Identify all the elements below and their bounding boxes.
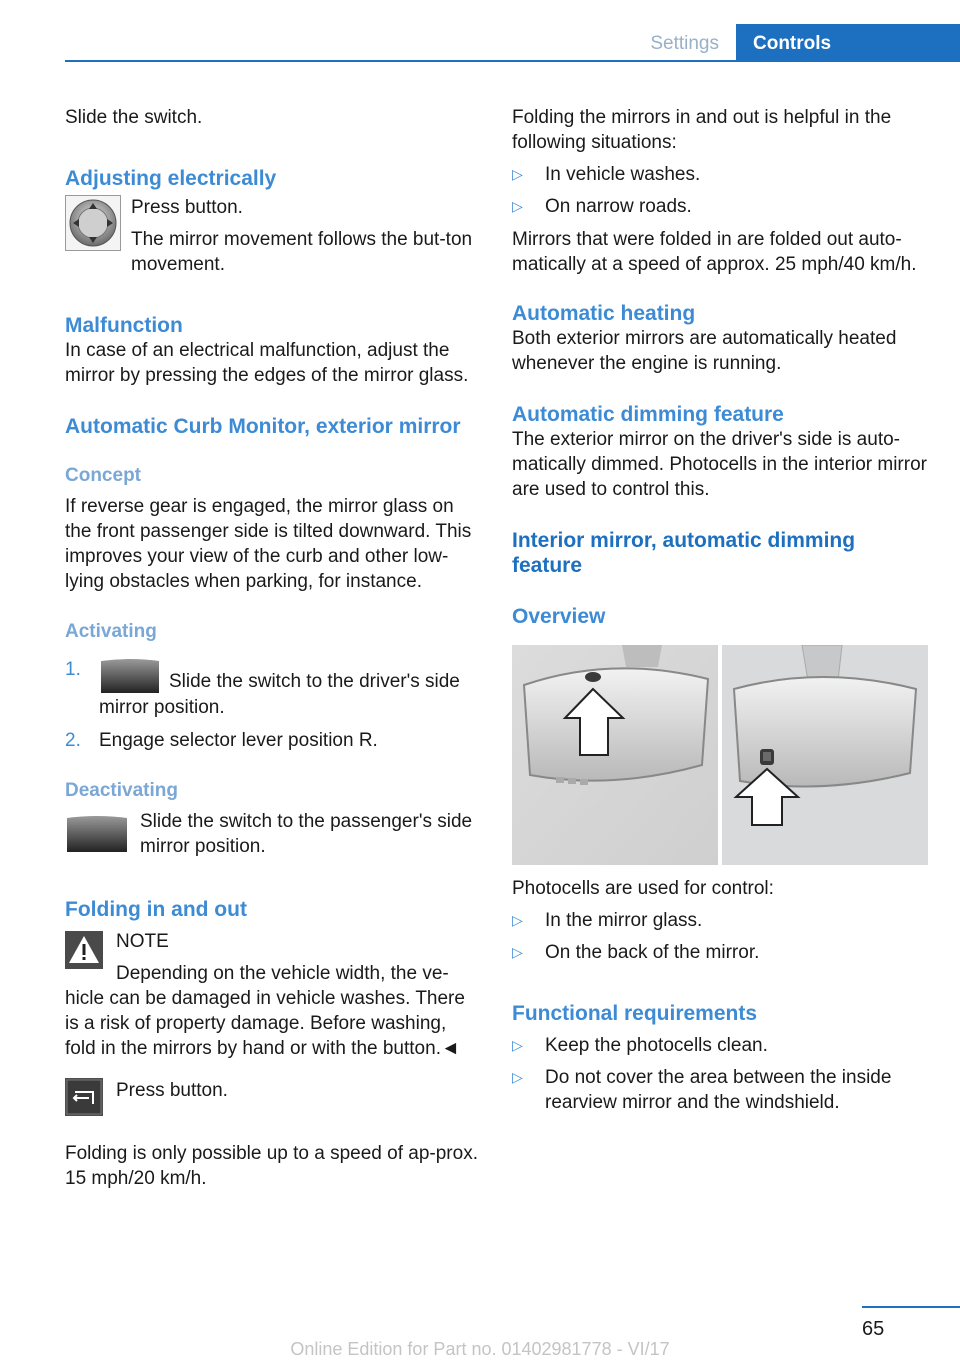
switch-icon	[99, 657, 161, 695]
step-text: Slide the switch to the driver's side mirror position.	[99, 671, 460, 718]
list-item-text: Keep the photocells clean.	[545, 1035, 768, 1056]
page-number: 65	[862, 1318, 885, 1340]
right-column	[512, 105, 930, 1115]
slide-switch-text: Slide the switch.	[65, 107, 203, 128]
step-number: 1.	[65, 659, 81, 680]
malfunction-heading: Malfunction	[65, 314, 183, 337]
list-item	[512, 908, 930, 933]
concept-text: If reverse gear is engaged, the mirror glass on the front passenger side is tilted downward. This improves your view of the curb and other low-lying obstacles when parking, for instance.	[65, 496, 472, 592]
header-tabs	[619, 24, 960, 62]
rearview-mirror-photo	[512, 645, 928, 865]
bullet-triangle-icon: ▷	[512, 166, 523, 182]
list-item-text: Do not cover the area between the inside rearview mirror and the windshield.	[545, 1067, 892, 1113]
adjusting-heading: Adjusting electrically	[65, 167, 277, 190]
list-item	[512, 1033, 930, 1058]
tab-controls[interactable]: Controls	[736, 24, 960, 62]
footer-rule	[862, 1306, 960, 1308]
deactivating-block	[65, 809, 480, 861]
list-item	[512, 1065, 930, 1115]
fold-mirror-button-icon	[65, 1078, 116, 1123]
malfunction-text: In case of an electrical malfunction, adjust the mirror by pressing the edges of the mirror glass.	[65, 340, 469, 386]
list-item-text: On the back of the mirror.	[545, 942, 760, 963]
activating-step-1	[65, 657, 480, 720]
deactivating-heading: Deactivating	[65, 780, 178, 801]
bullet-triangle-icon: ▷	[512, 198, 523, 214]
adjusting-block	[65, 195, 480, 277]
bullet-triangle-icon: ▷	[512, 1069, 523, 1085]
adjusting-text	[131, 195, 480, 277]
list-item	[512, 194, 930, 219]
switch-passenger-icon	[65, 809, 140, 861]
concept-heading: Concept	[65, 465, 141, 486]
list-item-text: In vehicle washes.	[545, 164, 701, 185]
warning-icon	[65, 931, 103, 976]
folded-text: Mirrors that were folded in are folded out auto‐matically at a speed of approx. 25 mph/40 km/h.	[512, 229, 917, 275]
left-column	[65, 105, 480, 1191]
activating-heading: Activating	[65, 621, 157, 642]
edition-footer: Online Edition for Part no. 01402981778 - VI/17	[290, 1339, 670, 1359]
fold-button-block	[65, 1078, 480, 1123]
activating-step-2	[65, 728, 480, 753]
step-text-wrap	[99, 657, 480, 720]
bullet-triangle-icon: ▷	[512, 912, 523, 928]
note-text: Depending on the vehicle width, the ve‐hicle can be damaged in vehicle washes. There is a risk of property damage. Before washing, fold in the mirrors by hand or with the button.◄	[65, 963, 465, 1059]
heating-heading: Automatic heating	[512, 302, 696, 325]
list-item	[512, 162, 930, 187]
note-label: NOTE	[116, 931, 169, 952]
interior-mirror-heading: Interior mirror, automatic dimming feature	[512, 529, 856, 577]
heating-text: Both exterior mirrors are automatically heated whenever the engine is running.	[512, 328, 897, 374]
mirror-control-button-icon	[65, 195, 131, 277]
list-item	[512, 940, 930, 965]
overview-heading: Overview	[512, 605, 606, 628]
fold-speed-text: Folding is only possible up to a speed of ap‐prox. 15 mph/20 km/h.	[65, 1143, 478, 1189]
fold-press-text: Press button.	[116, 1080, 228, 1101]
note-block	[65, 929, 480, 1061]
bullet-triangle-icon: ▷	[512, 1037, 523, 1053]
deactivating-text: Slide the switch to the passenger's side mirror position.	[140, 811, 473, 857]
list-item-text: On narrow roads.	[545, 196, 692, 217]
tab-settings[interactable]: Settings	[650, 32, 719, 54]
bullet-triangle-icon: ▷	[512, 944, 523, 960]
step-number: 2.	[65, 730, 81, 751]
folding-helpful-text: Folding the mirrors in and out is helpful in the following situations:	[512, 107, 892, 153]
header-rule	[65, 60, 960, 62]
list-item-text: In the mirror glass.	[545, 910, 703, 931]
requirements-heading: Functional requirements	[512, 1002, 758, 1025]
curb-monitor-heading: Automatic Curb Monitor, exterior mirror	[65, 415, 461, 438]
photocells-intro-text: Photocells are used for control:	[512, 878, 774, 899]
dimming-text: The exterior mirror on the driver's side is auto‐matically dimmed. Photocells in the interior mirror are used to control this.	[512, 429, 927, 500]
step-text: Engage selector lever position R.	[99, 730, 378, 751]
folding-heading: Folding in and out	[65, 898, 247, 921]
dimming-heading: Automatic dimming feature	[512, 403, 784, 426]
mirror-follows-text: The mirror movement follows the but‐ton movement.	[131, 229, 473, 275]
press-button-text: Press button.	[131, 197, 243, 218]
